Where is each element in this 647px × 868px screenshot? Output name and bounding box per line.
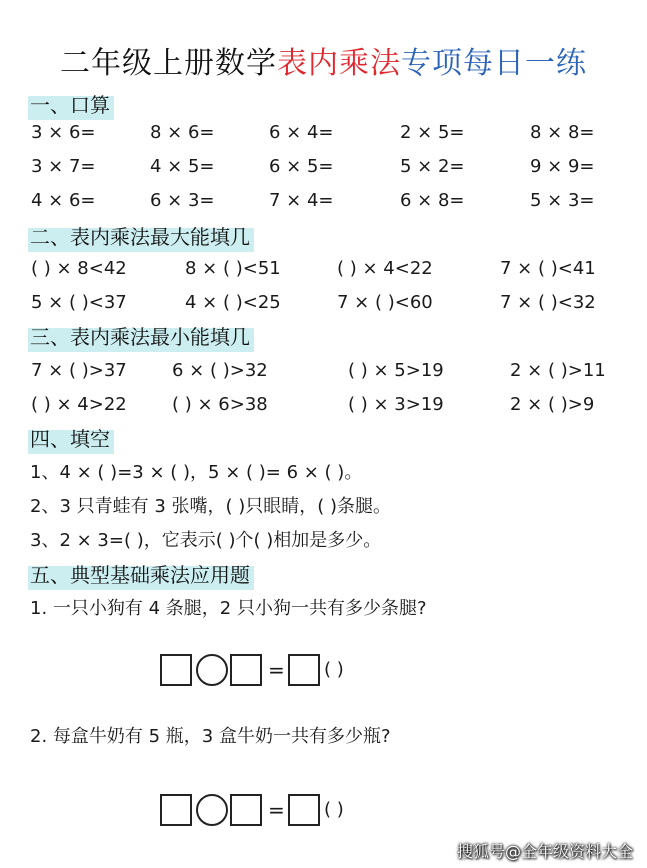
problem: 6 × 8=	[400, 190, 465, 211]
problem: 7 × ( )>37	[31, 360, 127, 381]
section-heading-max-fill: 二、表内乘法最大能填几	[28, 222, 254, 252]
problem: 6 × 5=	[269, 156, 334, 177]
max-fill-row	[0, 288, 647, 318]
problem: 8 × 6=	[150, 122, 215, 143]
problem: ( ) × 4<22	[337, 258, 433, 279]
answer-box	[288, 654, 320, 686]
title-grade: 二年级上册数学	[60, 46, 277, 81]
problem: 7 × ( )<41	[500, 258, 596, 279]
problem: ( ) × 5>19	[348, 360, 444, 381]
problem: 2 × 5=	[400, 122, 465, 143]
problem: ( ) × 8<42	[31, 258, 127, 279]
title-practice: 专项每日一练	[401, 46, 587, 81]
problem: 3 × 7=	[31, 156, 96, 177]
problem: ( ) × 4>22	[31, 394, 127, 415]
fill-blank-item: 2、3 只青蛙有 3 张嘴，( )只眼睛，( )条腿。	[30, 496, 392, 517]
problem: 5 × 3=	[530, 190, 595, 211]
answer-box	[288, 794, 320, 826]
answer-equation-2	[160, 794, 390, 834]
section-heading-word-problems: 五、典型基础乘法应用题	[28, 560, 254, 590]
title-topic: 表内乘法	[277, 46, 401, 81]
word-problem-2: 2. 每盒牛奶有 5 瓶，3 盒牛奶一共有多少瓶?	[30, 726, 391, 747]
section-heading-oral-calc: 一、口算	[28, 90, 114, 120]
problem: 8 × 8=	[530, 122, 595, 143]
section-heading-fill-blanks: 四、填空	[28, 424, 114, 454]
problem: 4 × 6=	[31, 190, 96, 211]
operator-circle	[196, 794, 228, 826]
problem: ( ) × 6>38	[172, 394, 268, 415]
max-fill-row	[0, 254, 647, 284]
answer-box	[230, 794, 262, 826]
unit-blank: ( )	[324, 659, 344, 680]
fill-blank-item: 1、4 × ( )=3 × ( )，5 × ( )= 6 × ( )。	[30, 462, 363, 483]
min-fill-row	[0, 390, 647, 420]
problem: 8 × ( )<51	[185, 258, 281, 279]
problem: 2 × ( )>9	[510, 394, 595, 415]
problem: ( ) × 3>19	[348, 394, 444, 415]
problem: 6 × 4=	[269, 122, 334, 143]
unit-blank: ( )	[324, 799, 344, 820]
problem: 4 × ( )<25	[185, 292, 281, 313]
answer-equation-1	[160, 654, 390, 694]
problem: 6 × 3=	[150, 190, 215, 211]
problem: 5 × ( )<37	[31, 292, 127, 313]
problem: 5 × 2=	[400, 156, 465, 177]
problem: 2 × ( )>11	[510, 360, 606, 381]
problem: 7 × ( )<32	[500, 292, 596, 313]
answer-box	[160, 794, 192, 826]
problem: 3 × 6=	[31, 122, 96, 143]
word-problem-1: 1. 一只小狗有 4 条腿，2 只小狗一共有多少条腿?	[30, 598, 427, 619]
problem: 7 × ( )<60	[337, 292, 433, 313]
problem: 6 × ( )>32	[172, 360, 268, 381]
min-fill-row	[0, 356, 647, 386]
oral-calc-row	[0, 118, 647, 148]
answer-box	[160, 654, 192, 686]
oral-calc-row	[0, 152, 647, 182]
problem: 7 × 4=	[269, 190, 334, 211]
watermark: 搜狐号@全年级资料大全	[456, 842, 633, 861]
page-title	[0, 38, 647, 82]
problem: 4 × 5=	[150, 156, 215, 177]
equals-sign: =	[268, 658, 285, 682]
operator-circle	[196, 654, 228, 686]
answer-box	[230, 654, 262, 686]
problem: 9 × 9=	[530, 156, 595, 177]
section-heading-min-fill: 三、表内乘法最小能填几	[28, 322, 254, 352]
oral-calc-row	[0, 186, 647, 216]
equals-sign: =	[268, 798, 285, 822]
fill-blank-item: 3、2 × 3=( )，它表示( )个( )相加是多少。	[30, 530, 382, 551]
